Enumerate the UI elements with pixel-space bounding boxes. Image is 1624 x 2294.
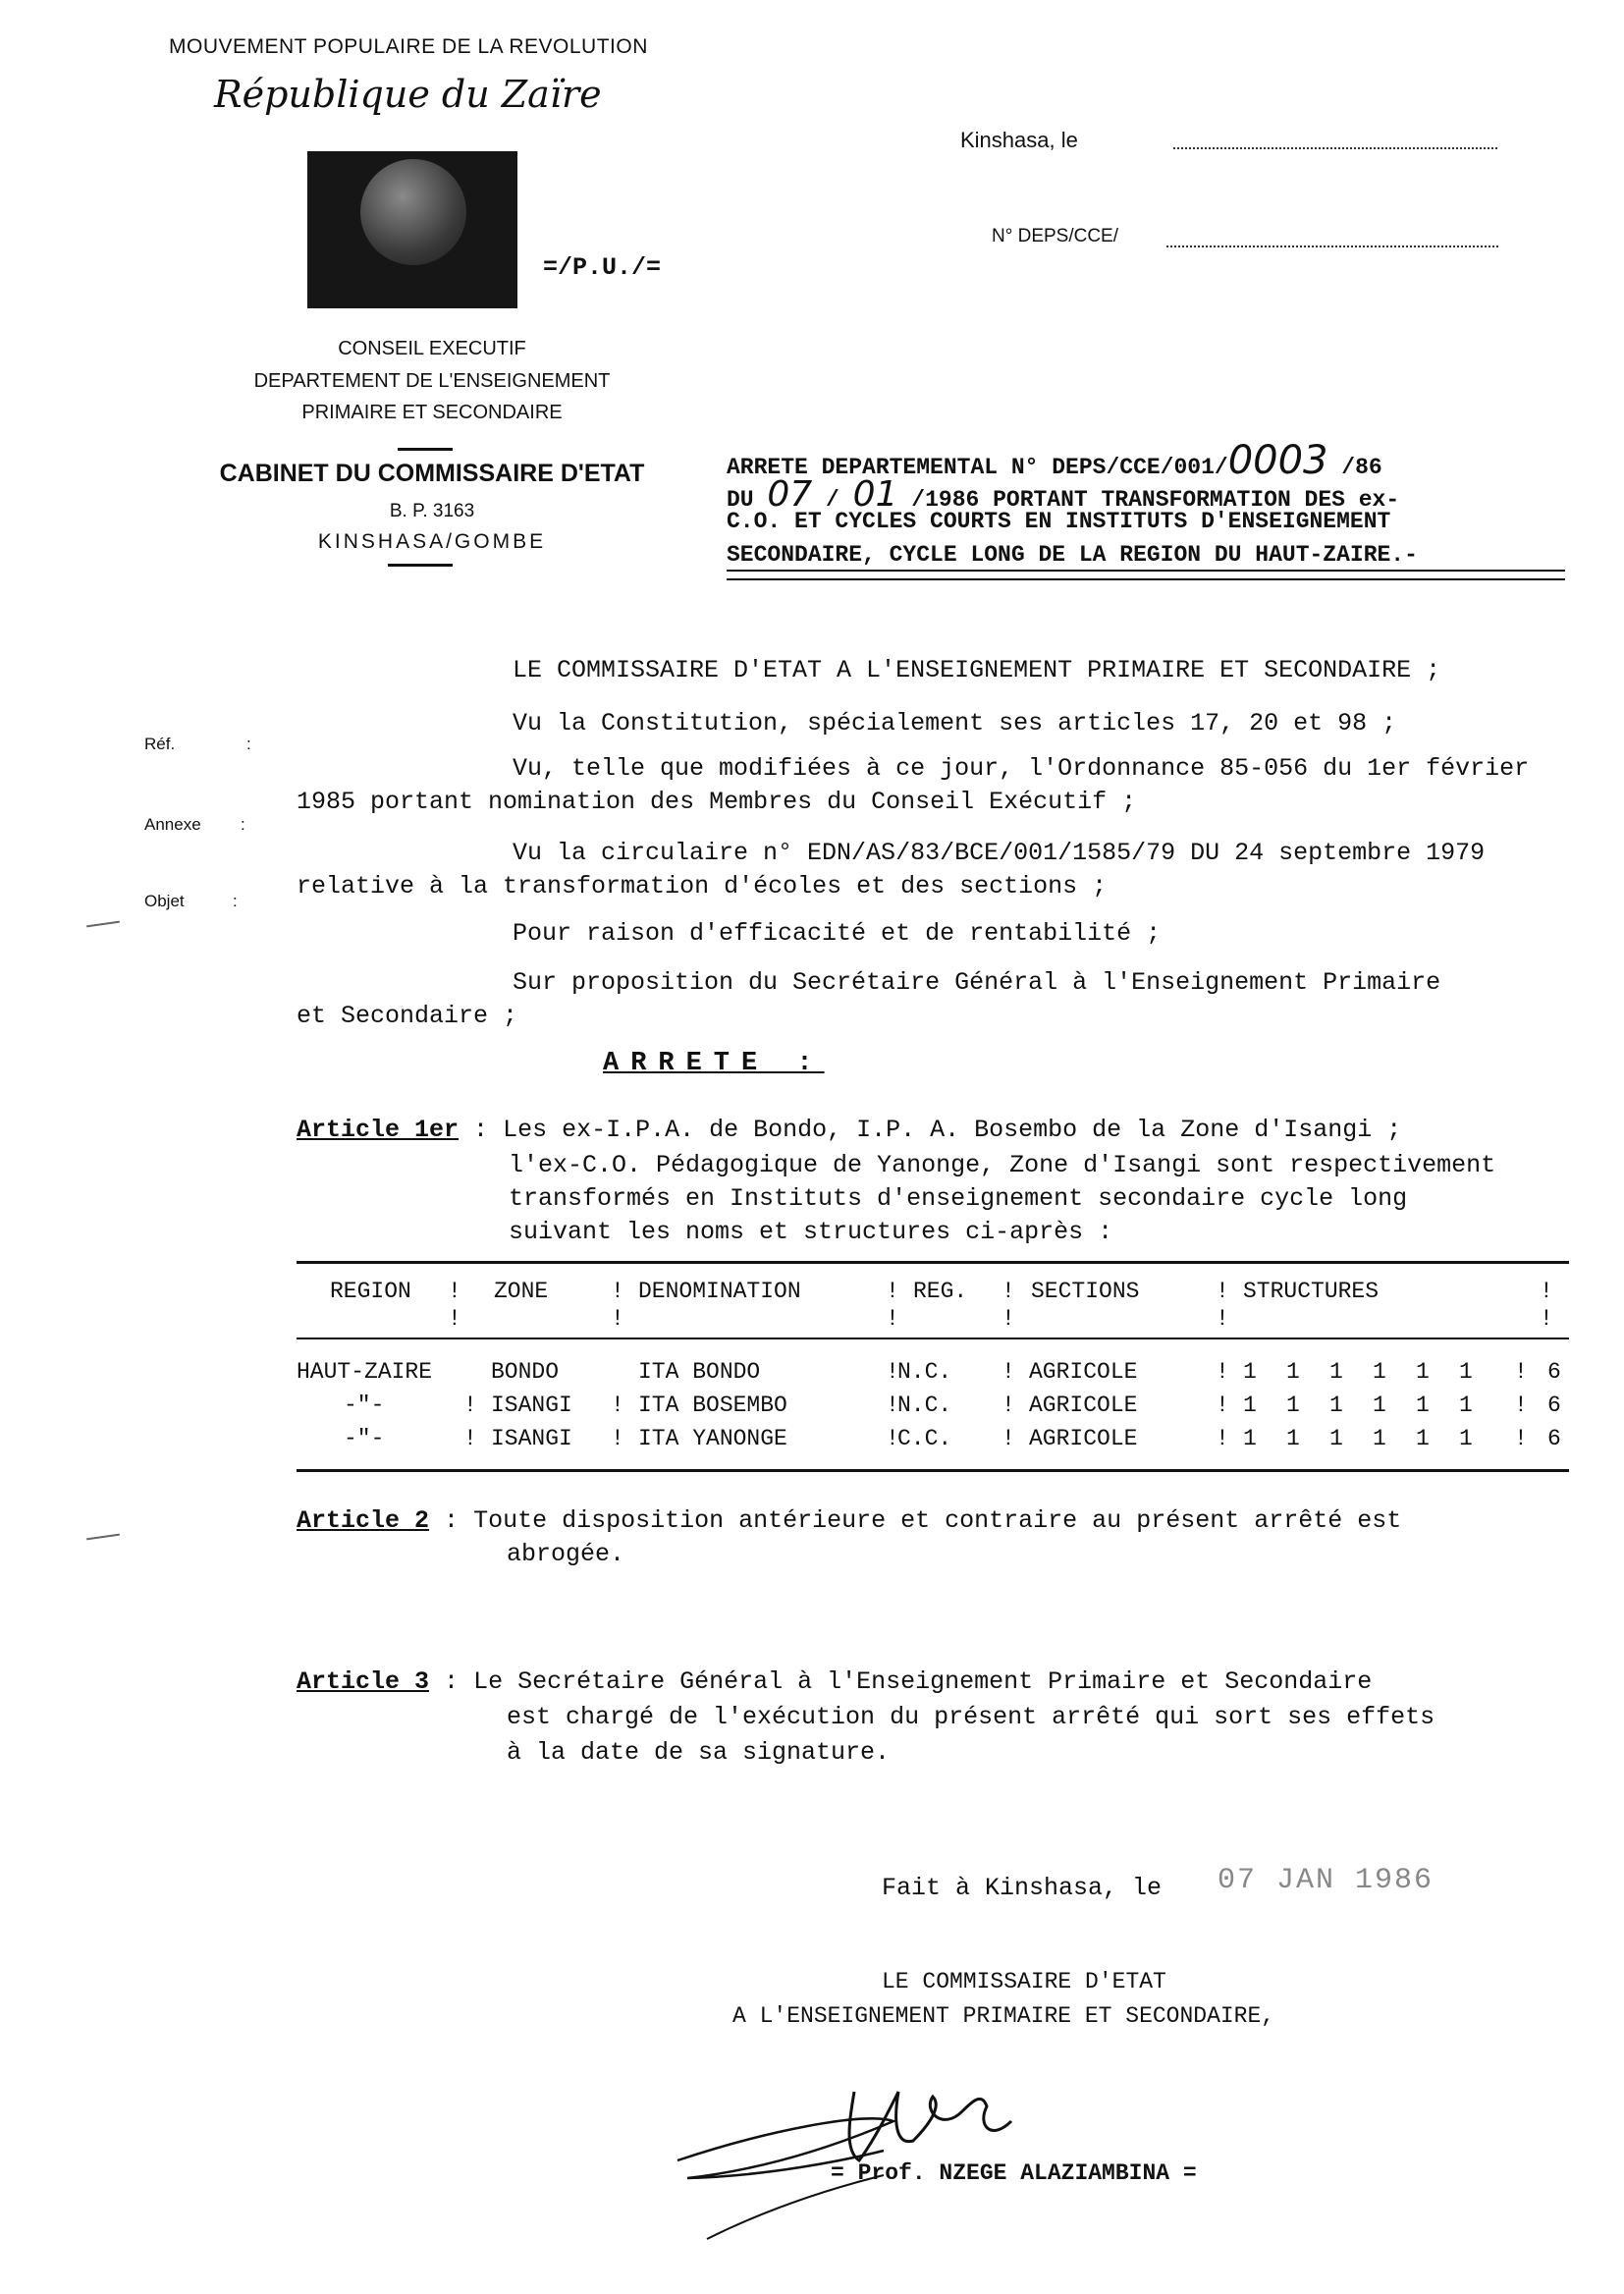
preamble-efficacite: Pour raison d'efficacité et de rentabilité ; — [513, 919, 1162, 948]
movement-heading: MOUVEMENT POPULAIRE DE LA REVOLUTION — [169, 35, 648, 58]
annexe-text: Annexe — [144, 815, 201, 834]
table-top-rule — [297, 1261, 1569, 1264]
th-sep: ! — [611, 1279, 624, 1304]
th-sep: ! — [1216, 1279, 1229, 1304]
th-zone: ZONE — [494, 1279, 549, 1304]
arrete-du: DU — [727, 487, 754, 513]
article-1-line-1 — [297, 1116, 1401, 1144]
preamble-circulaire-1: Vu la circulaire n° EDN/AS/83/BCE/001/1585/79 DU 24 septembre 1979 — [513, 839, 1486, 867]
cell-structure: 1 — [1373, 1359, 1386, 1385]
article-3-text-1: Le Secrétaire Général à l'Enseignement Primaire et Secondaire — [473, 1667, 1373, 1696]
cell-sep: ! — [1001, 1393, 1015, 1418]
dept-line-3: PRIMAIRE ET SECONDAIRE — [301, 402, 563, 423]
arrete-year: /86 — [1341, 455, 1382, 480]
arrete-underline — [727, 570, 1565, 572]
cell-sep: ! — [611, 1426, 624, 1451]
cell-sep: ! — [886, 1426, 899, 1451]
cell-sep: ! — [1216, 1359, 1229, 1385]
th-region: REGION — [330, 1279, 411, 1304]
cell-reg: C.C. — [897, 1426, 952, 1451]
arrete-line-2-text: /1986 PORTANT TRANSFORMATION DES ex- — [911, 487, 1400, 513]
arrete-day: 07 — [767, 474, 813, 515]
dept-line-2: DEPARTEMENT DE L'ENSEIGNEMENT — [253, 370, 611, 392]
cell-sep: ! — [1216, 1393, 1229, 1418]
cell-structure: 1 — [1243, 1359, 1257, 1385]
annexe-label — [144, 815, 245, 835]
city-line: KINSHASA/GOMBE — [317, 530, 547, 553]
cell-structure: 1 — [1459, 1359, 1473, 1385]
cell-structure: 1 — [1373, 1426, 1386, 1451]
date-stamp: 07 JAN 1986 — [1218, 1864, 1435, 1897]
th-sep: ! — [1540, 1306, 1553, 1332]
postal-box: B. P. 3163 — [389, 501, 475, 521]
th-sep: ! — [448, 1279, 461, 1304]
preamble-constitution: Vu la Constitution, spécialement ses articles 17, 20 et 98 ; — [513, 709, 1397, 737]
preamble-proposition-2: et Secondaire ; — [297, 1002, 518, 1030]
arrete-line-2: DU 07 / 01 /1986 PORTANT TRANSFORMATION DES ex- — [727, 474, 1400, 515]
punch-mark — [86, 1534, 120, 1541]
signature-icon — [648, 2052, 1080, 2259]
th-sep: ! — [886, 1279, 899, 1304]
th-sep: ! — [1001, 1306, 1015, 1332]
cell-total: 6 — [1547, 1426, 1561, 1451]
cell-zone: BONDO — [491, 1359, 560, 1385]
preamble-ordonnance-1: Vu, telle que modifiées à ce jour, l'Ordonnance 85-056 du 1er février — [513, 754, 1530, 783]
cell-section: AGRICOLE — [1029, 1393, 1138, 1418]
fait-a-kinshasa: Fait à Kinshasa, le — [882, 1874, 1163, 1902]
cabinet-heading: CABINET DU COMMISSAIRE D'ETAT — [219, 460, 645, 487]
article-3-line-2: est chargé de l'exécution du présent arrêté qui sort ses effets — [507, 1703, 1435, 1731]
preamble-commissioner: LE COMMISSAIRE D'ETAT A L'ENSEIGNEMENT PRIMAIRE ET SECONDAIRE ; — [513, 656, 1441, 684]
cell-sep: ! — [886, 1359, 899, 1385]
arrete-number: 0003 — [1227, 438, 1328, 483]
cell-structure: 1 — [1459, 1426, 1473, 1451]
cell-structure: 1 — [1243, 1393, 1257, 1418]
ref-text: Réf. — [144, 735, 176, 753]
cell-structure: 1 — [1286, 1393, 1300, 1418]
colon: : — [246, 735, 251, 753]
cell-sep: ! — [611, 1393, 624, 1418]
article-sep: : — [473, 1116, 489, 1144]
cell-total: 6 — [1547, 1393, 1561, 1418]
arrete-underline — [727, 578, 1565, 580]
article-2-line-2: abrogée. — [507, 1540, 625, 1568]
article-2-text-1: Toute disposition antérieure et contraire au présent arrêté est — [473, 1506, 1402, 1535]
article-1-label: Article 1er — [297, 1116, 460, 1144]
reference-number-label: N° DEPS/CCE/ — [992, 226, 1119, 246]
article-3-line-1 — [297, 1667, 1372, 1696]
objet-label — [144, 892, 238, 911]
cell-denomination: ITA YANONGE — [638, 1426, 787, 1451]
cell-structure: 1 — [1286, 1359, 1300, 1385]
cell-section: AGRICOLE — [1029, 1359, 1138, 1385]
cell-structure: 1 — [1286, 1426, 1300, 1451]
arrete-line-3: C.O. ET CYCLES COURTS EN INSTITUTS D'ENSEIGNEMENT — [727, 509, 1391, 534]
th-denomination: DENOMINATION — [638, 1279, 801, 1304]
ref-label — [144, 735, 251, 754]
cell-structure: 1 — [1416, 1393, 1430, 1418]
table-bottom-rule — [297, 1469, 1569, 1472]
pu-mark: =/P.U./= — [543, 253, 662, 282]
date-dotted-line — [1173, 147, 1497, 149]
cell-sep: ! — [1514, 1359, 1528, 1385]
divider — [398, 448, 453, 451]
dept-line-1: CONSEIL EXECUTIF — [338, 338, 526, 359]
cell-sep: ! — [463, 1393, 477, 1418]
th-sections: SECTIONS — [1031, 1279, 1140, 1304]
signatory-title-2: A L'ENSEIGNEMENT PRIMAIRE ET SECONDAIRE, — [732, 2003, 1275, 2029]
cell-sep: ! — [1216, 1426, 1229, 1451]
article-1-line-4: suivant les noms et structures ci-après : — [509, 1218, 1113, 1246]
article-2-label: Article 2 — [297, 1506, 430, 1535]
kinshasa-date-label: Kinshasa, le — [960, 128, 1078, 152]
article-1-text-1: Les ex-I.P.A. de Bondo, I.P. A. Bosembo de la Zone d'Isangi ; — [503, 1116, 1402, 1144]
signatory-title-1: LE COMMISSAIRE D'ETAT — [882, 1969, 1166, 1994]
cell-sep: ! — [886, 1393, 899, 1418]
cell-reg: N.C. — [897, 1359, 952, 1385]
arrete-month: 01 — [852, 474, 898, 515]
cell-structure: 1 — [1329, 1359, 1343, 1385]
cell-denomination: ITA BOSEMBO — [638, 1393, 787, 1418]
cell-structure: 1 — [1416, 1426, 1430, 1451]
republic-heading: République du Zaïre — [214, 73, 602, 116]
cell-denomination: ITA BONDO — [638, 1359, 761, 1385]
cell-zone: ISANGI — [491, 1426, 572, 1451]
preamble-proposition-1: Sur proposition du Secrétaire Général à l'Enseignement Primaire — [513, 968, 1441, 997]
cell-zone: ISANGI — [491, 1393, 572, 1418]
cell-sep: ! — [1001, 1359, 1015, 1385]
th-reg: REG. — [913, 1279, 968, 1304]
article-2-line-1 — [297, 1506, 1401, 1535]
globe-icon — [360, 159, 466, 265]
th-structures: STRUCTURES — [1243, 1279, 1380, 1304]
article-sep: : — [444, 1667, 460, 1696]
arrete-prefix: ARRETE DEPARTEMENTAL N° DEPS/CCE/001/ — [727, 455, 1228, 480]
cell-sep: ! — [1514, 1426, 1528, 1451]
arrete-line-4: SECONDAIRE, CYCLE LONG DE LA REGION DU HAUT-ZAIRE.- — [727, 542, 1418, 568]
cell-structure: 1 — [1329, 1426, 1343, 1451]
cell-structure: 1 — [1416, 1359, 1430, 1385]
cell-sep: ! — [463, 1426, 477, 1451]
cell-structure: 1 — [1459, 1393, 1473, 1418]
cell-sep: ! — [1001, 1426, 1015, 1451]
table-header-rule — [297, 1338, 1569, 1339]
cell-region: -"- — [344, 1393, 385, 1418]
cell-sep: ! — [1514, 1393, 1528, 1418]
cell-region: HAUT-ZAIRE — [297, 1359, 433, 1385]
preamble-circulaire-2: relative à la transformation d'écoles et des sections ; — [297, 872, 1108, 901]
th-sep: ! — [1001, 1279, 1015, 1304]
article-3-line-3: à la date de sa signature. — [507, 1738, 891, 1767]
th-sep: ! — [1540, 1279, 1553, 1304]
article-3-label: Article 3 — [297, 1667, 430, 1696]
colon: : — [241, 815, 245, 834]
cell-region: -"- — [344, 1426, 385, 1451]
th-sep: ! — [611, 1306, 624, 1332]
th-sep: ! — [1216, 1306, 1229, 1332]
cell-structure: 1 — [1373, 1393, 1386, 1418]
objet-text: Objet — [144, 892, 185, 910]
arrete-heading: ARRETE : — [603, 1049, 825, 1078]
divider — [388, 564, 453, 567]
cell-structure: 1 — [1329, 1393, 1343, 1418]
punch-mark — [86, 921, 120, 928]
preamble-ordonnance-2: 1985 portant nomination des Membres du Conseil Exécutif ; — [297, 788, 1137, 816]
article-sep: : — [444, 1506, 460, 1535]
th-sep: ! — [886, 1306, 899, 1332]
article-1-line-3: transformés en Instituts d'enseignement secondaire cycle long — [509, 1184, 1408, 1213]
emblem-seal — [307, 151, 517, 308]
cell-section: AGRICOLE — [1029, 1426, 1138, 1451]
colon: : — [233, 892, 238, 910]
th-sep: ! — [448, 1306, 461, 1332]
reference-dotted-line — [1166, 246, 1498, 247]
signatory-name: = Prof. NZEGE ALAZIAMBINA = — [831, 2160, 1197, 2186]
article-1-line-2: l'ex-C.O. Pédagogique de Yanonge, Zone d'Isangi sont respectivement — [509, 1151, 1496, 1179]
cell-structure: 1 — [1243, 1426, 1257, 1451]
cell-reg: N.C. — [897, 1393, 952, 1418]
cell-total: 6 — [1547, 1359, 1561, 1385]
